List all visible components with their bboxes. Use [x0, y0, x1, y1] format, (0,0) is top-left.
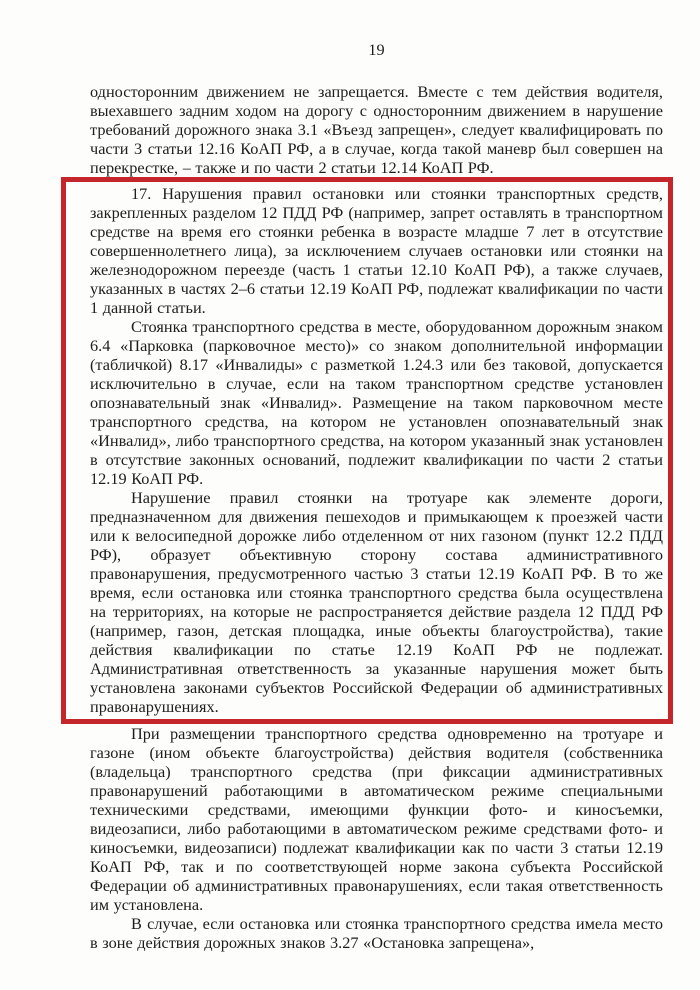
- red-highlight-box: [61, 177, 673, 724]
- paragraph-sign-3-27-intro: В случае, если остановка или стоянка транспортного средства имела место в зоне действия дорожных знаков 3.27 «Остановка запрещена»,: [90, 914, 663, 952]
- paragraph-sidewalk-and-lawn: При размещении транспортного средства одновременно на тротуаре и газоне (ином объекте благоустройства) действия водителя (собственника (владельца) транспортного средства (при фиксации административных правонарушений работающими в автоматическом режиме специальными техническими средствами, имеющими функции фото- и киносъемки, видеозаписи, либо работающими в автоматическом режиме средствами фото- и киносъемки, видеозаписи) подлежат квалификации как по части 3 статьи 12.19 КоАП РФ, так и по соответствующей норме закона субъекта Российской Федерации об административных правонарушениях, если такая ответственность им установлена.: [90, 724, 663, 914]
- page-number: 19: [368, 40, 385, 59]
- paragraph-parking-disabled-sign: Стоянка транспортного средства в месте, оборудованном дорожным знаком 6.4 «Парковка (парковочное место)» со знаком дополнительной информации (табличкой) 8.17 «Инвалиды» с разметкой 1.24.3 или без таковой, допускается исключительно в случае, если на таком транспортном средстве установлен опознавательный знак «Инвалид». Размещение на таком парковочном месте транспортного средства, на котором не установлен опознавательный знак «Инвалид», либо транспортного средства, на котором указанный знак установлен в отсутствие законных оснований, подлежит квалификации по части 2 статьи 12.19 КоАП РФ.: [90, 317, 663, 488]
- paragraph-sidewalk-parking: Нарушение правил стоянки на тротуаре как элементе дороги, предназначенном для движения пешеходов и примыкающем к проезжей части или к велосипедной дорожке либо отделенном от них газоном (пункт 12.2 ПДД РФ), образует объективную сторону состава административного правонарушения, предусмотренного частью 3 статьи 12.19 КоАП РФ. В то же время, если остановка или стоянка транспортного средства была осуществлена на территориях, на которые не распространяется действие раздела 12 ПДД РФ (например, газон, детская площадка, иные объекты благоустройства), такие действия квалификации по статье 12.19 КоАП РФ не подлежат. Административная ответственность за указанные нарушения может быть установлена законами субъектов Российской Федерации об административных правонарушениях.: [90, 488, 663, 716]
- paragraph-item-17: 17. Нарушения правил остановки или стоянки транспортных средств, закрепленных разделом 12 ПДД РФ (например, запрет оставлять в транспортном средстве на время его стоянки ребенка в возрасте младше 7 лет в отсутствие совершеннолетнего лица), за исключением случаев остановки или стоянки на железнодорожном переезде (часть 1 статьи 12.10 КоАП РФ), а также случаев, указанных в частях 2–6 статьи 12.19 КоАП РФ, подлежат квалификации по части 1 данной статьи.: [90, 184, 663, 317]
- paragraph-continuation: односторонним движением не запрещается. Вместе с тем действия водителя, выехавшего задним ходом на дорогу с односторонним движением в нарушение требований дорожного знака 3.1 «Въезд запрещен», следует квалифицировать по части 3 статьи 12.16 КоАП РФ, а в случае, когда такой маневр был совершен на перекрестке, – также и по части 2 статьи 12.14 КоАП РФ.: [90, 82, 663, 177]
- document-body: [90, 82, 663, 952]
